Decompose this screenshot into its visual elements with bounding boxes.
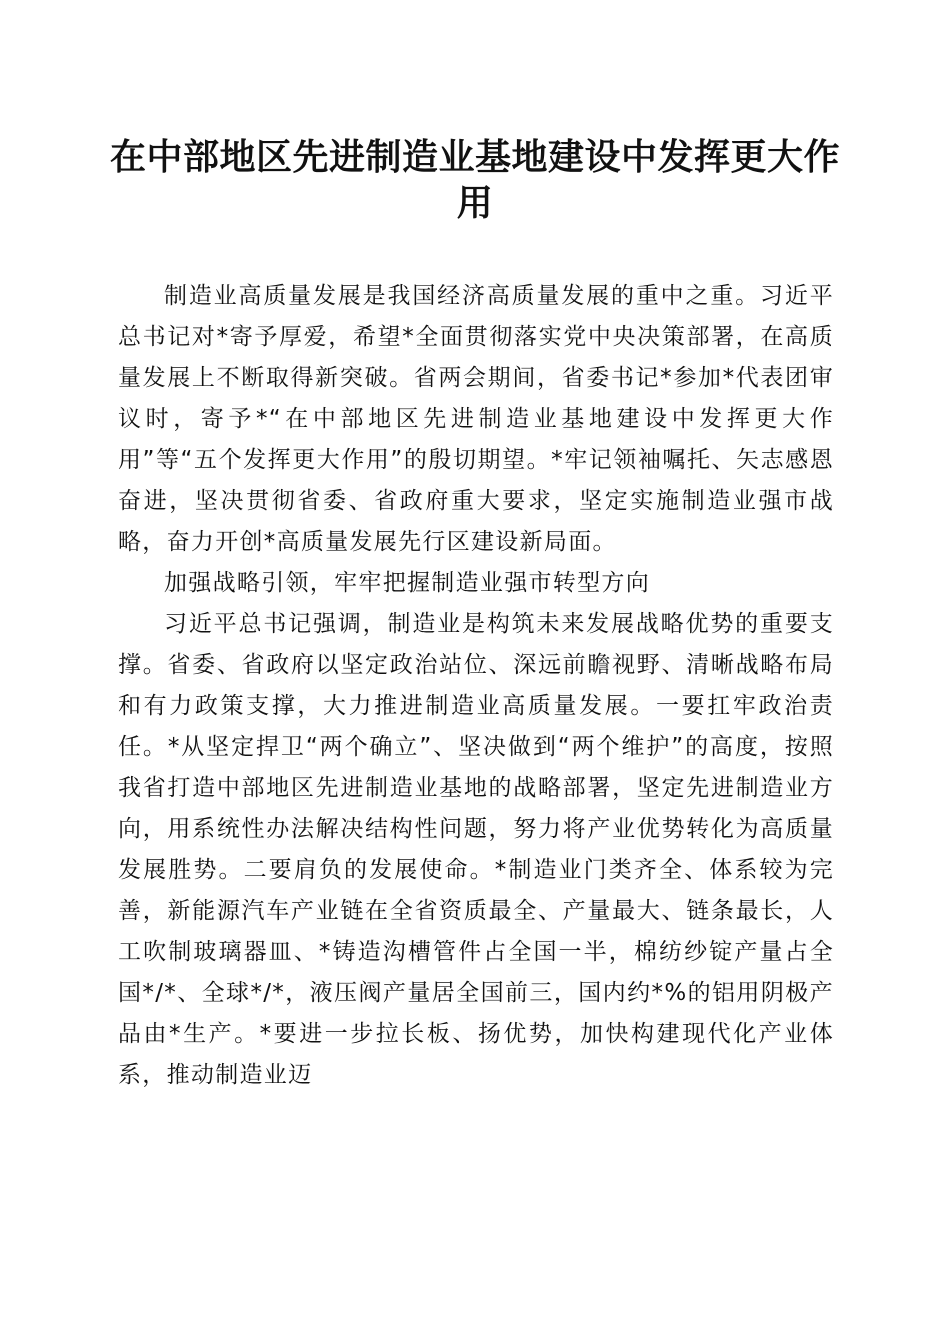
document-body: [118, 276, 834, 1096]
document-title: 在中部地区先进制造业基地建设中发挥更大作用: [110, 136, 841, 224]
section-heading: 加强战略引领，牢牢把握制造业强市转型方向: [164, 570, 650, 596]
paragraph-intro: 制造业高质量发展是我国经济高质量发展的重中之重。习近平总书记对*寄予厚爱，希望*全面贯彻落实党中央决策部署，在高质量发展上不断取得新突破。省两会期间，省委书记*参加*代表团审议时，寄予*“在中部地区先进制造业基地建设中发挥更大作用”等“五个发挥更大作用”的殷切期望。*牢记领袖嘱托、矢志感恩奋进，坚决贯彻省委、省政府重大要求，坚定实施制造业强市战略，奋力开创*高质量发展先行区建设新局面。: [118, 283, 834, 555]
paragraph-strategy: 习近平总书记强调，制造业是构筑未来发展战略优势的重要支撑。省委、省政府以坚定政治站位、深远前瞻视野、清晰战略布局和有力政策支撑，大力推进制造业高质量发展。一要扛牢政治责任。*从坚定捍卫“两个确立”、坚决做到“两个维护”的高度，按照我省打造中部地区先进制造业基地的战略部署，坚定先进制造业方向，用系统性办法解决结构性问题，努力将产业优势转化为高质量发展胜势。二要肩负的发展使命。*制造业门类齐全、体系较为完善，新能源汽车产业链在全省资质最全、产量最大、链条最长，人工吹制玻璃器皿、*铸造沟槽管件占全国一半，棉纺纱锭产量占全国*/*、全球*/*，液压阀产量居全国前三，国内约*%的铝用阴极产品由*生产。*要进一步拉长板、扬优势，加快构建现代化产业体系，推动制造业迈: [118, 611, 834, 1088]
